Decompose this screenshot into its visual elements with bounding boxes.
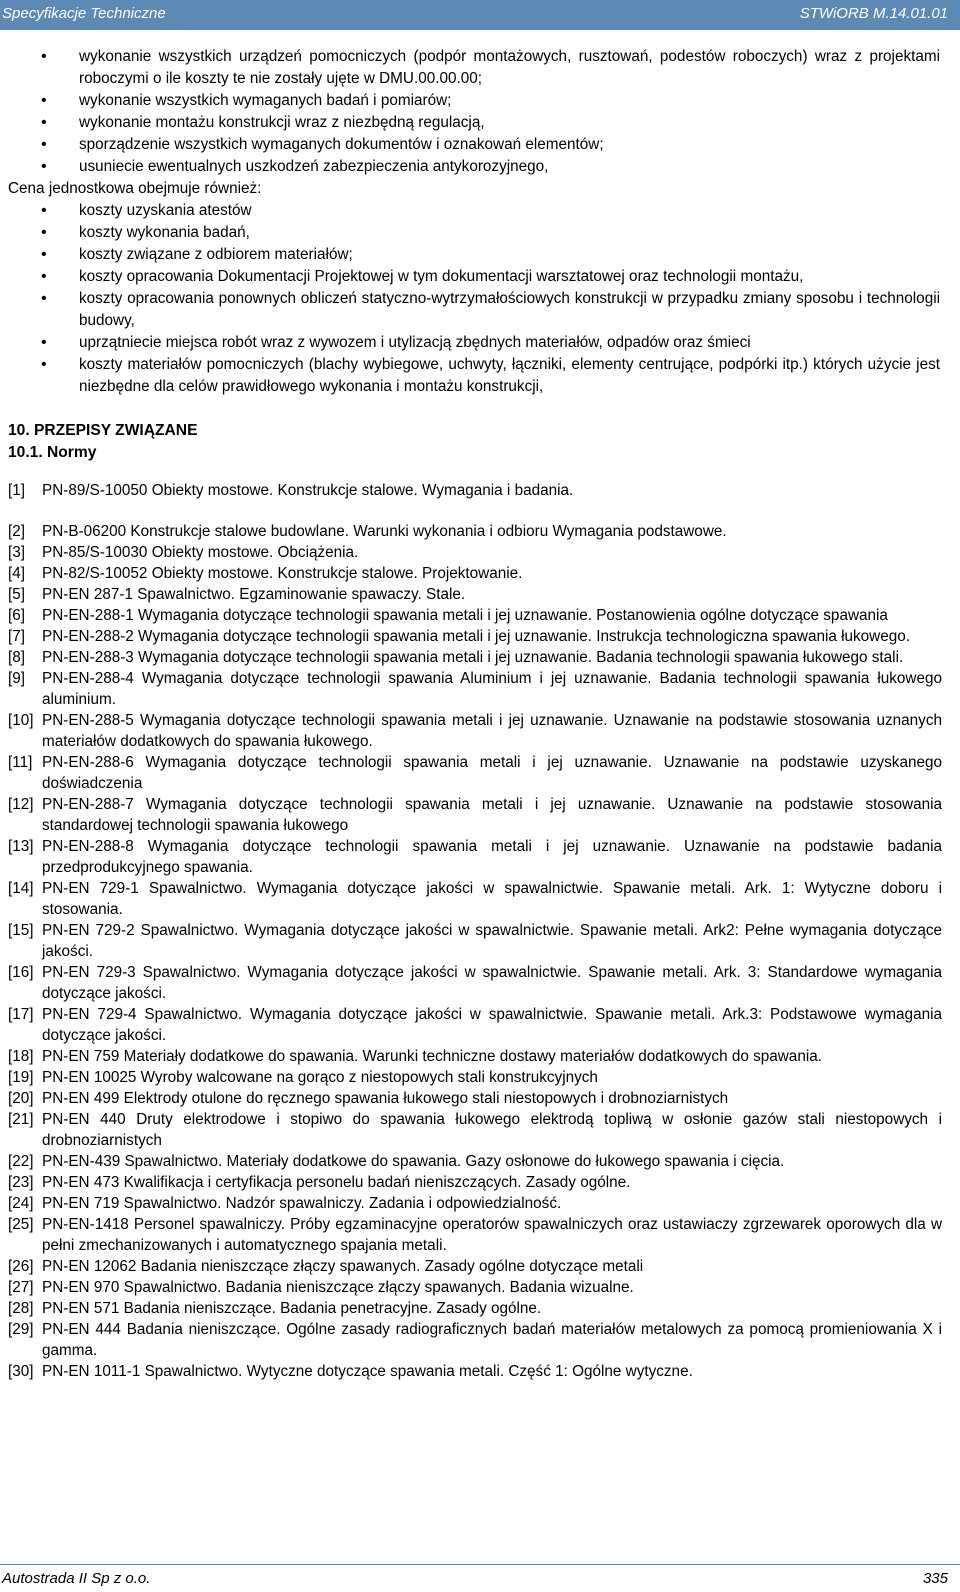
reference-text: PN-EN 440 Druty elektrodowe i stopiwo do spawania łukowego elektrodą topliwą w osłonie gazów stali niestopowych i drobnoziarnistych	[42, 1111, 942, 1149]
list-item: • uprzątniecie miejsca robót wraz z wywozem i utylizacją zbędnych materiałów, odpadów oraz śmieci	[8, 332, 948, 354]
list-item: • koszty wykonania badań,	[8, 222, 948, 244]
page-header	[0, 0, 960, 30]
reference-item	[8, 626, 948, 647]
header-title: Specyfikacje Techniczne	[2, 5, 166, 22]
reference-text: PN-EN 571 Badania nieniszczące. Badania penetracyjne. Zasady ogólne.	[42, 1300, 542, 1317]
reference-item	[8, 1193, 948, 1214]
subsection-heading: 10.1. Normy	[8, 444, 97, 461]
reference-number: [19]	[8, 1069, 34, 1086]
reference-text: PN-EN-288-8 Wymagania dotyczące technologii spawania metali i jej uznawanie. Uznawanie na podstawie badania przedprodukcyjnego spawania.	[42, 838, 942, 876]
reference-item	[8, 1004, 948, 1046]
reference-text: PN-EN-288-4 Wymagania dotyczące technologii spawania Aluminium i jej uznawanie. Badania technologii spawania łukowego aluminium.	[42, 670, 942, 708]
reference-number: [2]	[8, 523, 26, 540]
reference-text: PN-EN 729-4 Spawalnictwo. Wymagania dotyczące jakości w spawalnictwie. Spawanie metali. Ark.3: Podstawowe wymagania dotyczące jakości.	[42, 1006, 942, 1044]
page-number: 335	[922, 1570, 948, 1587]
reference-item	[8, 794, 948, 836]
reference-text: PN-EN 729-3 Spawalnictwo. Wymagania dotyczące jakości w spawalnictwie. Spawanie metali. Ark. 3: Standardowe wymagania dotyczące jakości.	[42, 964, 942, 1002]
reference-item	[8, 1319, 948, 1361]
list-item: • koszty materiałów pomocniczych (blachy wybiegowe, uchwyty, łączniki, elementy centrujące, podpórki itp.) których użycie jest niezbędne dla celów prawidłowego wykonania i montażu konstrukcji,	[8, 354, 948, 398]
list-item: • usuniecie ewentualnych uszkodzeń zabezpieczenia antykorozyjnego,	[8, 156, 948, 178]
reference-text: PN-EN 473 Kwalifikacja i certyfikacja personelu badań nieniszczących. Zasady ogólne.	[42, 1174, 631, 1191]
reference-number: [6]	[8, 607, 26, 624]
reference-number: [15]	[8, 922, 34, 939]
reference-text: PN-EN 729-1 Spawalnictwo. Wymagania dotyczące jakości w spawalnictwie. Spawanie metali. Ark. 1: Wytyczne doboru i stosowania.	[42, 880, 942, 918]
bullet-list-cena	[8, 200, 948, 398]
reference-number: [28]	[8, 1300, 34, 1317]
reference-item	[8, 1256, 948, 1277]
reference-number: [7]	[8, 628, 26, 645]
reference-number: [10]	[8, 712, 34, 729]
reference-item	[8, 521, 948, 542]
reference-item	[8, 878, 948, 920]
reference-text: PN-EN 12062 Badania nieniszczące złączy spawanych. Zasady ogólne dotyczące metali	[42, 1258, 644, 1275]
reference-text: PN-B-06200 Konstrukcje stalowe budowlane. Warunki wykonania i odbioru Wymagania podstawowe.	[42, 523, 727, 540]
page-content	[8, 46, 948, 1382]
reference-number: [1]	[8, 482, 26, 499]
reference-number: [25]	[8, 1216, 34, 1233]
reference-number: [17]	[8, 1006, 34, 1023]
reference-number: [4]	[8, 565, 26, 582]
reference-number: [16]	[8, 964, 34, 981]
reference-text: PN-82/S-10052 Obiekty mostowe. Konstrukcje stalowe. Projektowanie.	[42, 565, 523, 582]
reference-text: PN-EN-288-7 Wymagania dotyczące technologii spawania metali i jej uznawanie. Uznawanie na podstawie stosowania standardowej technologii spawania łukowego	[42, 796, 942, 834]
reference-item	[8, 1046, 948, 1067]
reference-text: PN-EN-288-6 Wymagania dotyczące technologii spawania metali i jej uznawanie. Uznawanie na podstawie uzyskanego doświadczenia	[42, 754, 942, 792]
reference-number: [20]	[8, 1090, 34, 1107]
reference-text: PN-EN-288-3 Wymagania dotyczące technologii spawania metali i jej uznawanie. Badania technologii spawania łukowego stali.	[42, 649, 904, 666]
reference-item	[8, 1172, 948, 1193]
reference-item	[8, 752, 948, 794]
reference-number: [11]	[8, 754, 33, 771]
reference-item	[8, 1214, 948, 1256]
reference-number: [5]	[8, 586, 26, 603]
reference-item	[8, 920, 948, 962]
reference-text: PN-EN 719 Spawalnictwo. Nadzór spawalniczy. Zadania i odpowiedzialność.	[42, 1195, 562, 1212]
reference-item	[8, 1088, 948, 1109]
reference-item	[8, 962, 948, 1004]
list-item: • koszty opracowania ponownych obliczeń statyczno-wytrzymałościowych konstrukcji w przypadku zmiany sposobu i technologii budowy,	[8, 288, 948, 332]
reference-item	[8, 647, 948, 668]
reference-item	[8, 1361, 948, 1382]
reference-item	[8, 1067, 948, 1088]
reference-item	[8, 836, 948, 878]
reference-number: [9]	[8, 670, 26, 687]
reference-number: [14]	[8, 880, 34, 897]
spacer	[8, 398, 948, 420]
reference-number: [29]	[8, 1321, 34, 1338]
reference-text: PN-EN 287-1 Spawalnictwo. Egzaminowanie spawaczy. Stale.	[42, 586, 466, 603]
reference-item	[8, 668, 948, 710]
bullet-list-top	[8, 46, 948, 178]
reference-number: [3]	[8, 544, 26, 561]
reference-number: [12]	[8, 796, 34, 813]
reference-item	[8, 584, 948, 605]
reference-number: [13]	[8, 838, 34, 855]
reference-item	[8, 1277, 948, 1298]
reference-item	[8, 563, 948, 584]
list-item: • sporządzenie wszystkich wymaganych dokumentów i oznakowań elementów;	[8, 134, 948, 156]
list-item: • koszty uzyskania atestów	[8, 200, 948, 222]
header-code: STWiORB M.14.01.01	[799, 5, 948, 22]
reference-number: [22]	[8, 1153, 34, 1170]
cena-line: Cena jednostkowa obejmuje również:	[8, 180, 262, 197]
reference-item	[8, 710, 948, 752]
reference-number: [23]	[8, 1174, 34, 1191]
list-item: • wykonanie wszystkich urządzeń pomocniczych (podpór montażowych, rusztowań, podestów roboczych) wraz z projektami roboczymi o ile koszty te nie zostały ujęte w DMU.00.00.00;	[8, 46, 948, 90]
reference-text: PN-85/S-10030 Obiekty mostowe. Obciążenia.	[42, 544, 359, 561]
list-item: • koszty związane z odbiorem materiałów;	[8, 244, 948, 266]
section-heading: 10. PRZEPISY ZWIĄZANE	[8, 422, 198, 439]
reference-text: PN-EN 444 Badania nieniszczące. Ogólne zasady radiograficznych badań materiałów metalowych za pomocą promieniowania X i gamma.	[42, 1321, 942, 1359]
reference-number: [27]	[8, 1279, 34, 1296]
reference-number: [18]	[8, 1048, 34, 1065]
reference-item	[8, 605, 948, 626]
reference-number: [8]	[8, 649, 26, 666]
reference-number: [24]	[8, 1195, 34, 1212]
spacer	[8, 464, 948, 480]
reference-item	[8, 1298, 948, 1319]
reference-text: PN-EN-439 Spawalnictwo. Materiały dodatkowe do spawania. Gazy osłonowe do łukowego spawania i cięcia.	[42, 1153, 785, 1170]
reference-text: PN-EN 729-2 Spawalnictwo. Wymagania dotyczące jakości w spawalnictwie. Spawanie metali. Ark2: Pełne wymagania dotyczące jakości.	[42, 922, 942, 960]
reference-text: PN-EN 970 Spawalnictwo. Badania nieniszczące złączy spawanych. Badania wizualne.	[42, 1279, 634, 1296]
reference-item	[8, 1109, 948, 1151]
reference-text: PN-EN 10025 Wyroby walcowane na gorąco z niestopowych stali konstrukcyjnych	[42, 1069, 598, 1086]
reference-text: PN-EN-288-2 Wymagania dotyczące technologii spawania metali i jej uznawanie. Instrukcja technologiczna spawania łukowego.	[42, 628, 911, 645]
reference-text: PN-EN-288-5 Wymagania dotyczące technologii spawania metali i jej uznawanie. Uznawanie na podstawie stosowania uznanych materiałów dodatkowych do spawania łukowego.	[42, 712, 942, 750]
reference-number: [30]	[8, 1363, 34, 1380]
references-list	[8, 480, 948, 1382]
reference-text: PN-EN-288-1 Wymagania dotyczące technologii spawania metali i jej uznawanie. Postanowienia ogólne dotyczące spawania	[42, 607, 888, 624]
reference-text: PN-EN-1418 Personel spawalniczy. Próby egzaminacyjne operatorów spawalniczych oraz ustawiaczy zgrzewarek oporowych dla w pełni zmechanizowanych i automatycznego spajania metali.	[42, 1216, 942, 1254]
list-item: • wykonanie montażu konstrukcji wraz z niezbędną regulacją,	[8, 112, 948, 134]
reference-item	[8, 480, 948, 501]
reference-text: PN-89/S-10050 Obiekty mostowe. Konstrukcje stalowe. Wymagania i badania.	[42, 482, 574, 499]
footer-company: Autostrada II Sp z o.o.	[2, 1570, 151, 1587]
page-footer	[0, 1564, 960, 1592]
reference-item	[8, 542, 948, 563]
reference-text: PN-EN 499 Elektrody otulone do ręcznego spawania łukowego stali niestopowych i drobnoziarnistych	[42, 1090, 729, 1107]
list-item: • wykonanie wszystkich wymaganych badań i pomiarów;	[8, 90, 948, 112]
reference-text: PN-EN 759 Materiały dodatkowe do spawania. Warunki techniczne dostawy materiałów dodatkowych do spawania.	[42, 1048, 822, 1065]
reference-number: [26]	[8, 1258, 34, 1275]
reference-number: [21]	[8, 1111, 34, 1128]
reference-item	[8, 1151, 948, 1172]
list-item: • koszty opracowania Dokumentacji Projektowej w tym dokumentacji warsztatowej oraz technologii montażu,	[8, 266, 948, 288]
reference-text: PN-EN 1011-1 Spawalnictwo. Wytyczne dotyczące spawania metali. Część 1: Ogólne wytyczne.	[42, 1363, 693, 1380]
